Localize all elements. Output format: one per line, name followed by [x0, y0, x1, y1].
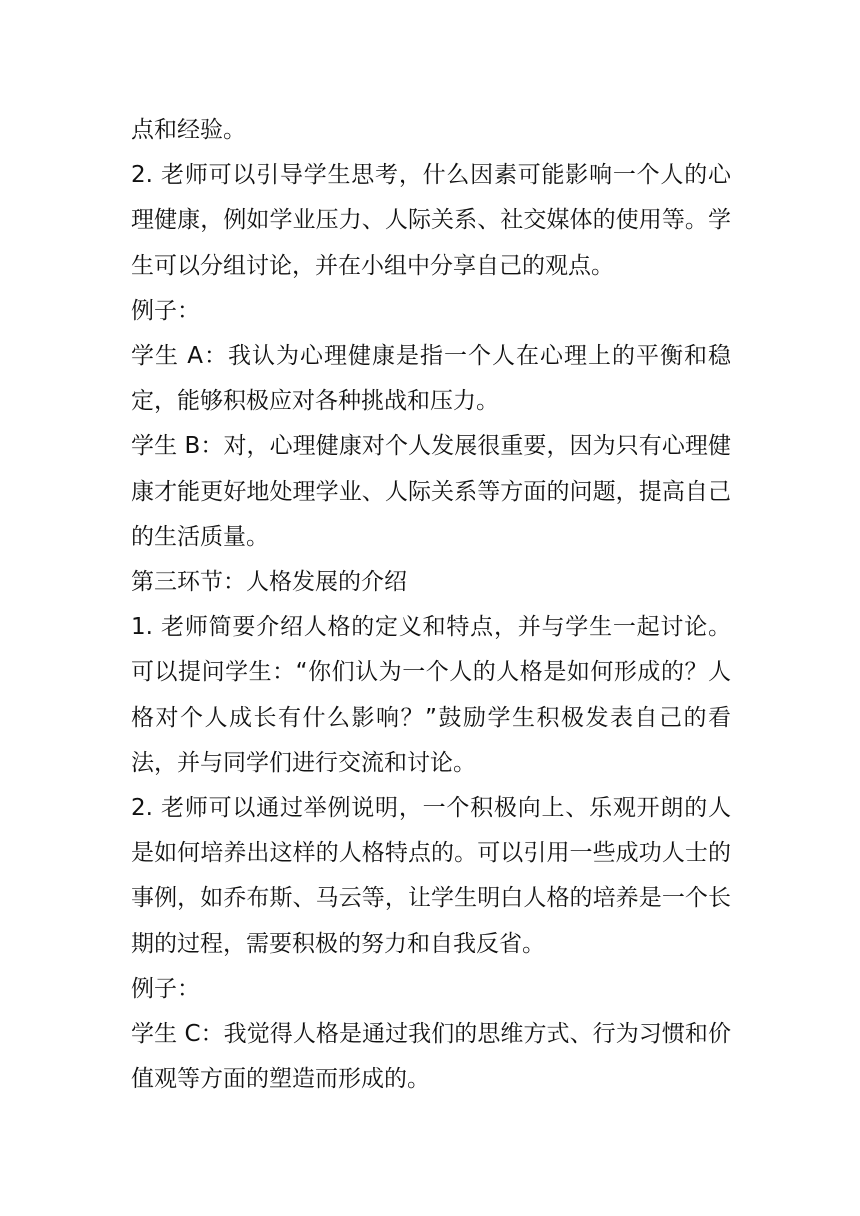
paragraph-example-label-2: 例子：: [131, 975, 200, 1002]
paragraph-item-2-personality: 2. 老师可以通过举例说明，一个积极向上、乐观开朗的人是如何培养出这样的人格特点的。可以引用一些成功人士的事例，如乔布斯、马云等，让学生明白人格的培养是一个长期的过程，需要积极的努力和自我反省。: [131, 795, 731, 957]
paragraph-example-label: 例子：: [131, 297, 200, 324]
document-body: [131, 108, 731, 1102]
paragraph-continuation: 点和经验。: [131, 117, 246, 143]
paragraph-item-2-mental-health: 2. 老师可以引导学生思考，什么因素可能影响一个人的心理健康，例如学业压力、人际关系、社交媒体的使用等。学生可以分组讨论，并在小组中分享自己的观点。: [131, 162, 731, 279]
paragraph-student-b: 学生 B：对，心理健康对个人发展很重要，因为只有心理健康才能更好地处理学业、人际关系等方面的问题，提高自己的生活质量。: [131, 433, 731, 550]
paragraph-student-a: 学生 A：我认为心理健康是指一个人在心理上的平衡和稳定，能够积极应对各种挑战和压力。: [131, 343, 731, 415]
section-heading-third: 第三环节：人格发展的介绍: [131, 569, 407, 596]
paragraph-item-1-personality: 1. 老师简要介绍人格的定义和特点，并与学生一起讨论。可以提问学生：“你们认为一个人的人格是如何形成的？人格对个人成长有什么影响？”鼓励学生积极发表自己的看法，并与同学们进行交流和讨论。: [131, 614, 731, 776]
paragraph-student-c: 学生 C：我觉得人格是通过我们的思维方式、行为习惯和价值观等方面的塑造而形成的。: [131, 1021, 731, 1093]
